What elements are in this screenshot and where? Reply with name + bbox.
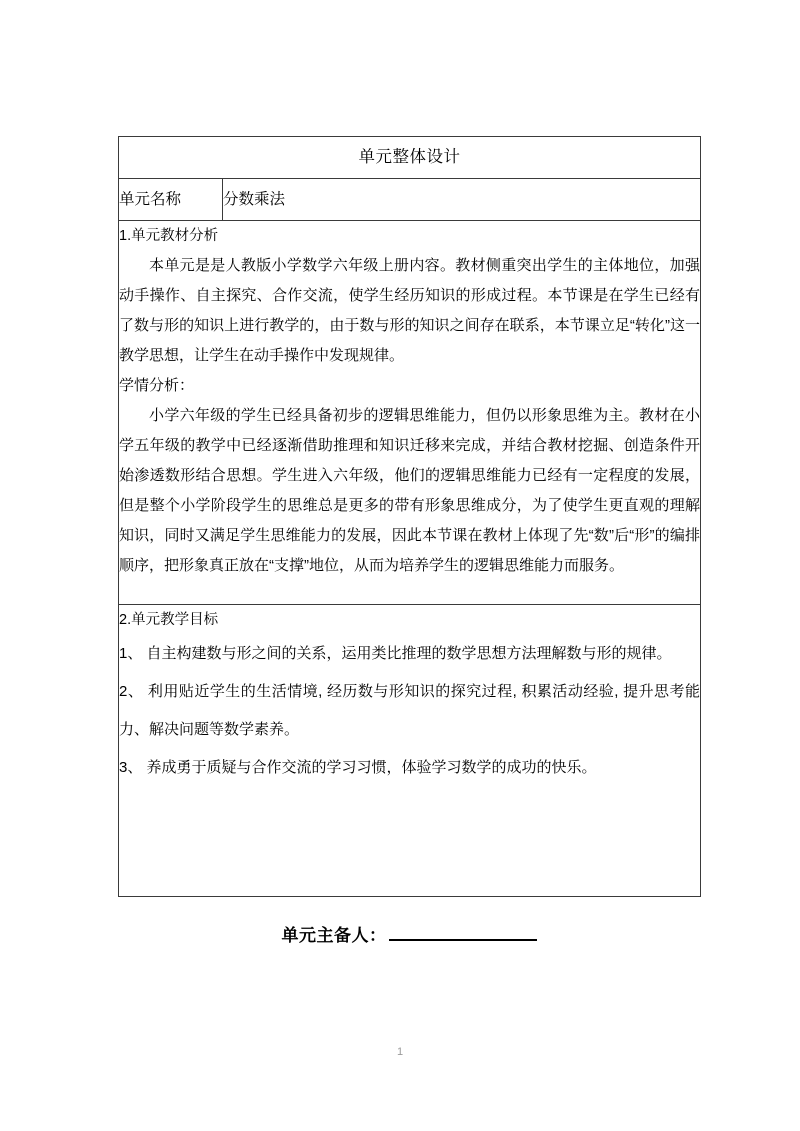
analysis-paragraph-1: 本单元是是人教版小学数学六年级上册内容。教材侧重突出学生的主体地位，加强动手操作、自主探究、合作交流，使学生经历知识的形成过程。本节课是在学生已经有了数与形的知识上进行教学的，由于数与形的知识之间存在联系，本节课立足“转化”这一教学思想，让学生在动手操作中发现规律。 xyxy=(119,257,700,364)
signature-blank-line[interactable] xyxy=(389,923,537,941)
page-number: 1 xyxy=(396,1046,404,1058)
unit-name-value: 分数乘法 xyxy=(223,191,286,208)
unit-teaching-goals-cell xyxy=(119,605,701,897)
unit-name-value-cell[interactable] xyxy=(223,179,701,221)
goal-item: 2、 利用贴近学生的生活情境, 经历数与形知识的探究过程, 积累活动经验, 提升思考能力、解决问题等数学素养。 xyxy=(119,683,700,738)
student-situation-subheading: 学情分析： xyxy=(119,377,195,394)
table-row-unit-name xyxy=(119,179,701,221)
table-row-title xyxy=(119,137,701,179)
unit-design-table xyxy=(118,136,701,897)
unit-material-analysis-cell xyxy=(119,221,701,605)
analysis-paragraph-2: 小学六年级的学生已经具备初步的逻辑思维能力，但仍以形象思维为主。教材在小学五年级的教学中已经逐渐借助推理和知识迁移来完成，并结合教材挖掘、创造条件开始渗透数形结合思想。学生进入六年级，他们的逻辑思维能力已经有一定程度的发展，但是整个小学阶段学生的思维总是更多的带有形象思维成分，为了使学生更直观的理解知识，同时又满足学生思维能力的发展，因此本节课在教材上体现了先“数”后“形”的编排顺序，把形象真正放在“支撑”地位，从而为培养学生的逻辑思维能力而服务。 xyxy=(119,407,700,574)
signature-label: 单元主备人： xyxy=(281,926,387,945)
table-row-goals xyxy=(119,605,701,897)
table-title-cell xyxy=(119,137,701,179)
analysis-heading: 1.单元教材分析 xyxy=(119,228,219,244)
goal-item: 3、 养成勇于质疑与合作交流的学习习惯，体验学习数学的成功的快乐。 xyxy=(119,759,597,776)
goals-heading: 2.单元教学目标 xyxy=(119,612,219,628)
page-title: 单元整体设计 xyxy=(358,148,461,166)
goal-item: 1、 自主构建数与形之间的关系，运用类比推理的数学思想方法理解数与形的规律。 xyxy=(119,645,672,662)
table-row-analysis xyxy=(119,221,701,605)
unit-name-label-cell xyxy=(119,179,223,221)
signature-row xyxy=(118,921,700,946)
unit-name-label: 单元名称 xyxy=(119,191,182,208)
